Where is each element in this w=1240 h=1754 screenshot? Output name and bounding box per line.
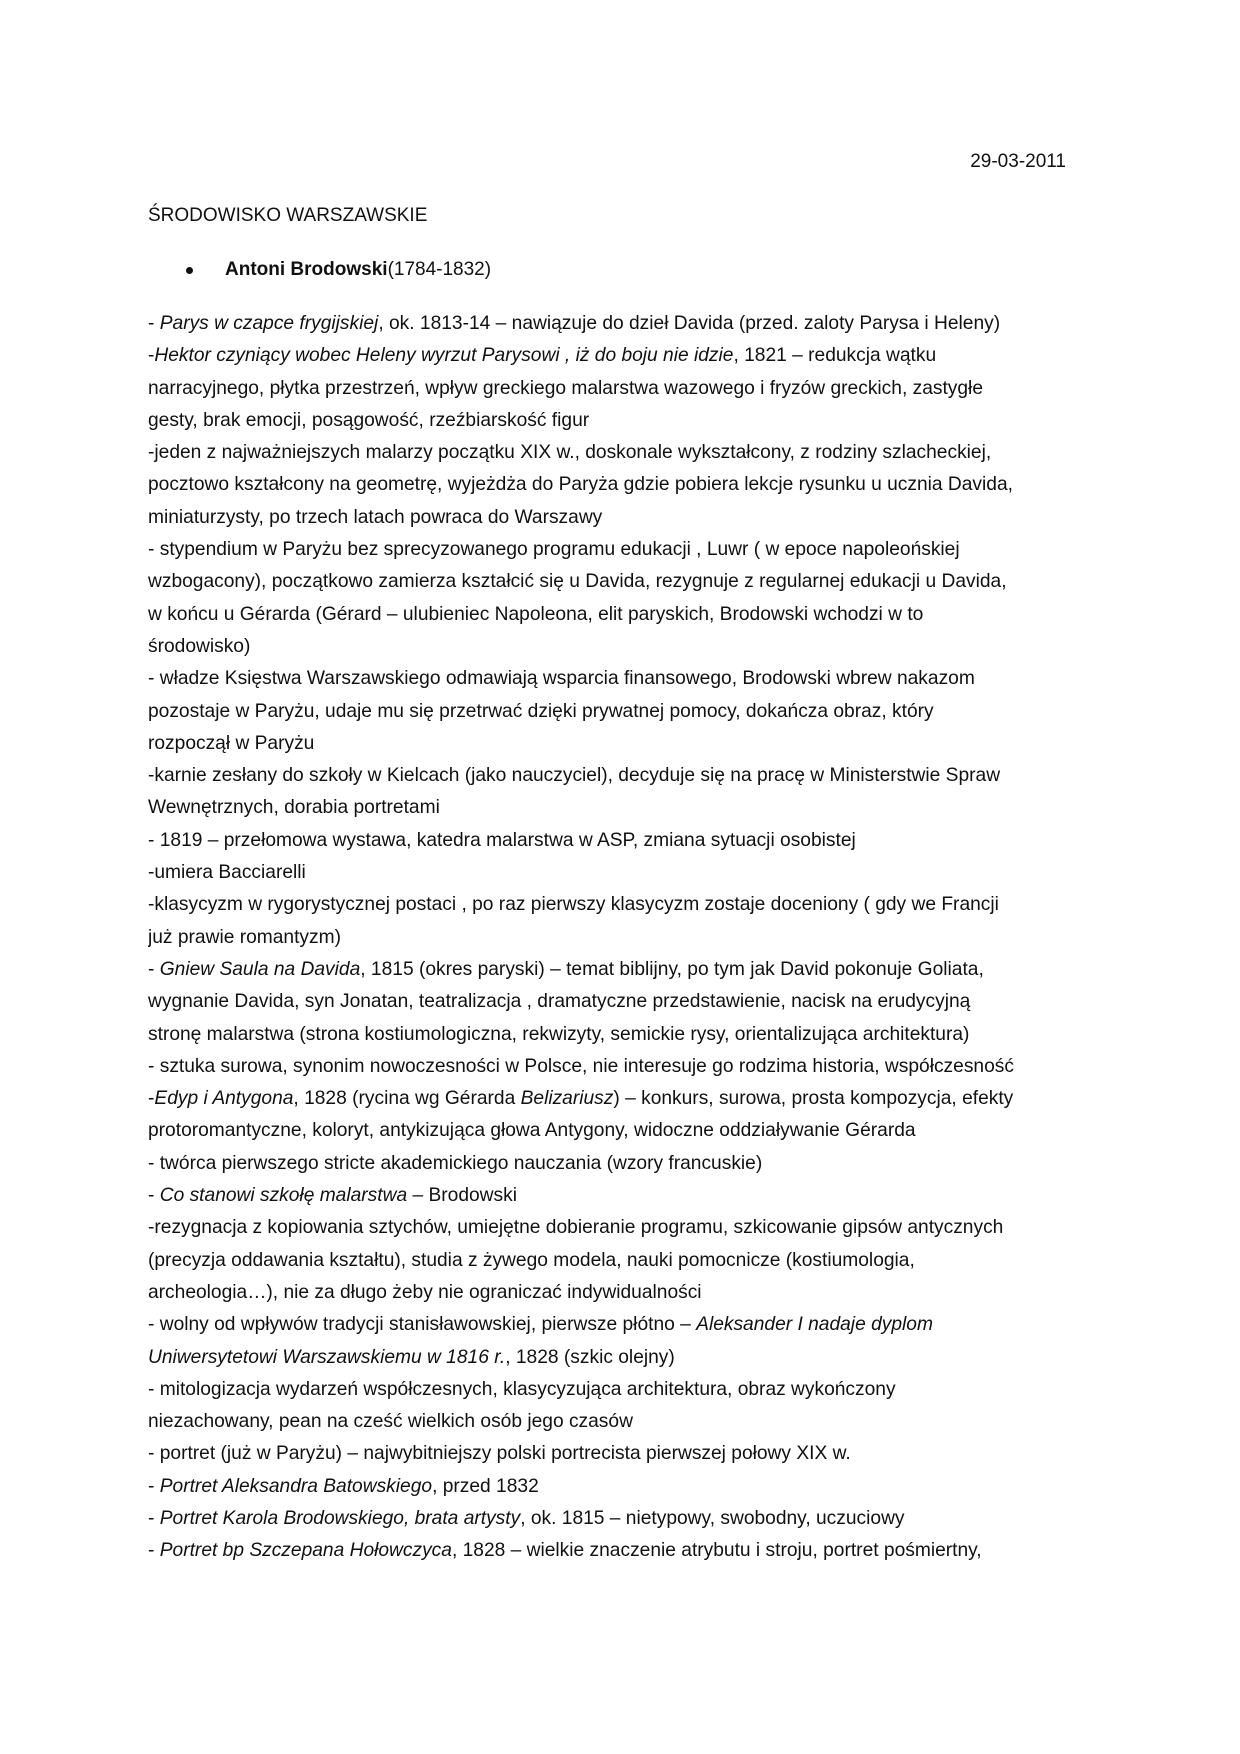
text-segment: archeologia…), nie za długo żeby nie ograniczać indywidualności	[148, 1281, 702, 1303]
text-line	[148, 534, 1093, 566]
text-line	[148, 1019, 1093, 1051]
text-segment: gesty, brak emocji, posągowość, rzeźbiarskość figur	[148, 409, 590, 431]
text-line	[148, 889, 1093, 921]
text-segment: - twórca pierwszego stricte akademickiego nauczania (wzory francuskie)	[148, 1152, 763, 1174]
text-segment: - wolny od wpływów tradycji stanisławowskiej, pierwsze płótno –	[148, 1314, 697, 1336]
text-segment: , 1821 – redukcja wątku	[733, 345, 937, 367]
text-line	[148, 1051, 1093, 1083]
text-segment: już prawie romantyzm)	[148, 926, 341, 948]
italic-title: Co stanowi szkołę malarstwa	[159, 1185, 408, 1207]
text-line	[148, 857, 1093, 889]
text-line	[148, 825, 1093, 857]
text-segment: - portret (już w Paryżu) – najwybitniejszy polski portrecista pierwszej połowy XIX w.	[148, 1443, 851, 1465]
text-line	[148, 373, 1093, 405]
text-segment: pocztowo kształcony na geometrę, wyjeżdża do Paryża gdzie pobiera lekcje rysunku u ucznia Davida,	[148, 474, 1013, 496]
bullet-item	[186, 256, 491, 284]
text-line	[148, 696, 1093, 728]
text-segment: - 1819 – przełomowa wystawa, katedra malarstwa w ASP, zmiana sytuacji osobistej	[148, 829, 856, 851]
text-line	[148, 308, 1093, 340]
text-segment: protoromantyczne, koloryt, antykizująca głowa Antygony, widoczne oddziaływanie Gérarda	[148, 1120, 916, 1142]
body-text	[148, 308, 1093, 1568]
text-segment: (precyzja oddawania kształtu), studia z żywego modela, nauki pomocnicze (kostiumologia,	[148, 1249, 915, 1271]
italic-title: Gniew Saula na Davida	[159, 958, 361, 980]
text-line	[148, 1309, 1093, 1341]
text-segment: -	[148, 1475, 160, 1497]
text-segment: -	[148, 1507, 160, 1529]
text-segment: - stypendium w Paryżu bez sprecyzowanego programu edukacji , Luwr ( w epoce napoleońskiej	[148, 539, 960, 561]
text-line	[148, 1342, 1093, 1374]
italic-title: Aleksander I nadaje dyplom	[696, 1314, 933, 1336]
text-line	[148, 986, 1093, 1018]
text-line	[148, 1438, 1093, 1470]
text-line	[148, 1212, 1093, 1244]
italic-title: Edyp i Antygona	[154, 1088, 294, 1110]
text-segment: -	[148, 1088, 155, 1110]
text-line	[148, 760, 1093, 792]
text-segment: -rezygnacja z kopiowania sztychów, umiejętne dobieranie programu, szkicowanie gipsów antycznych	[148, 1217, 1004, 1239]
text-line	[148, 405, 1093, 437]
italic-title: Portret Aleksandra Batowskiego	[159, 1475, 433, 1497]
text-segment: , 1828 (rycina wg Gérarda	[293, 1088, 521, 1110]
artist-years: (1784-1832)	[387, 259, 492, 280]
text-line	[148, 792, 1093, 824]
text-line	[148, 954, 1093, 986]
text-line	[148, 1503, 1093, 1535]
document-date: 29-03-2011	[970, 151, 1066, 172]
text-segment: -umiera Bacciarelli	[148, 862, 306, 884]
text-segment: niezachowany, pean na cześć wielkich osób jego czasów	[148, 1411, 633, 1433]
text-segment: -	[148, 313, 160, 334]
text-line	[148, 1115, 1093, 1147]
text-segment: , 1815 (okres paryski) – temat biblijny, po tym jak David pokonuje Goliata,	[360, 958, 984, 980]
italic-title: Hektor czyniący wobec Heleny wyrzut Parysowi , iż do boju nie idzie	[154, 345, 734, 367]
text-segment: , 1828 – wielkie znaczenie atrybutu i stroju, portret pośmiertny,	[451, 1540, 982, 1562]
text-segment: narracyjnego, płytka przestrzeń, wpływ greckiego malarstwa wazowego i fryzów greckich, zastygłe	[148, 377, 983, 399]
text-segment: pozostaje w Paryżu, udaje mu się przetrwać dzięki prywatnej pomocy, dokańcza obraz, który	[148, 700, 934, 722]
text-line	[148, 922, 1093, 954]
text-segment: w końcu u Gérarda (Gérard – ulubieniec Napoleona, elit paryskich, Brodowski wchodzi w to	[148, 603, 924, 625]
text-segment: stronę malarstwa (strona kostiumologiczna, rekwizyty, semickie rysy, orientalizująca architektura)	[148, 1023, 970, 1045]
text-segment: miniaturzysty, po trzech latach powraca do Warszawy	[148, 506, 603, 528]
text-line	[148, 663, 1093, 695]
artist-name: Antoni Brodowski	[225, 259, 388, 280]
text-segment: , ok. 1813-14 – nawiązuje do dzieł Davida (przed. zaloty Parysa i Heleny)	[378, 313, 1001, 334]
text-line	[148, 1245, 1093, 1277]
section-heading: ŚRODOWISKO WARSZAWSKIE	[148, 205, 428, 226]
italic-title: Parys w czapce frygijskiej	[159, 313, 379, 334]
text-line	[148, 1148, 1093, 1180]
text-segment: -klasycyzm w rygorystycznej postaci , po raz pierwszy klasycyzm zostaje doceniony ( gdy we Francji	[148, 894, 999, 916]
text-line	[148, 631, 1093, 663]
text-segment: -karnie zesłany do szkoły w Kielcach (jako nauczyciel), decyduje się na pracę w Ministerstwie Spraw	[148, 765, 1001, 787]
text-line	[148, 1180, 1093, 1212]
italic-title: Portret bp Szczepana Hołowczyca	[159, 1540, 452, 1562]
text-segment: wzbogacony), początkowo zamierza kształcić się u Davida, rezygnuje z regularnej edukacji u Davida,	[148, 571, 1007, 593]
bullet-dot-icon	[186, 267, 193, 274]
text-line	[148, 1374, 1093, 1406]
text-line	[148, 599, 1093, 631]
text-segment: Wewnętrznych, dorabia portretami	[148, 797, 440, 819]
italic-title: Portret Karola Brodowskiego, brata artysty	[159, 1507, 521, 1529]
text-line	[148, 566, 1093, 598]
text-segment: środowisko)	[148, 635, 251, 657]
text-segment: ) – konkurs, surowa, prosta kompozycja, efekty	[613, 1088, 1014, 1110]
text-segment: -	[148, 958, 160, 980]
text-line	[148, 1535, 1093, 1567]
italic-title: Uniwersytetowi Warszawskiemu w 1816 r.	[148, 1346, 506, 1368]
text-segment: wygnanie Davida, syn Jonatan, teatralizacja , dramatyczne przedstawienie, nacisk na erudycyjną	[148, 991, 971, 1013]
text-segment: rozpoczął w Paryżu	[148, 732, 315, 754]
text-segment: -	[148, 1185, 160, 1207]
text-line	[148, 340, 1093, 372]
text-segment: -	[148, 345, 155, 367]
text-line	[148, 502, 1093, 534]
text-segment: , 1828 (szkic olejny)	[505, 1346, 675, 1368]
text-line	[148, 728, 1093, 760]
italic-title: Belizariusz	[520, 1088, 614, 1110]
text-segment: -	[148, 1540, 160, 1562]
text-line	[148, 1083, 1093, 1115]
text-segment: , ok. 1815 – nietypowy, swobodny, uczuciowy	[520, 1507, 905, 1529]
text-segment: - władze Księstwa Warszawskiego odmawiają wsparcia finansowego, Brodowski wbrew nakazom	[148, 668, 975, 690]
text-line	[148, 1406, 1093, 1438]
text-segment: -jeden z najważniejszych malarzy początku XIX w., doskonale wykształcony, z rodziny szlacheckiej,	[148, 442, 992, 464]
text-line	[148, 1277, 1093, 1309]
text-line	[148, 437, 1093, 469]
text-line	[148, 1471, 1093, 1503]
text-segment: – Brodowski	[407, 1185, 517, 1207]
text-segment: , przed 1832	[432, 1475, 539, 1497]
text-segment: - mitologizacja wydarzeń współczesnych, klasycyzująca architektura, obraz wykończony	[148, 1378, 896, 1400]
text-line	[148, 469, 1093, 501]
text-segment: - sztuka surowa, synonim nowoczesności w Polsce, nie interesuje go rodzima historia, współczesność	[148, 1055, 1014, 1077]
